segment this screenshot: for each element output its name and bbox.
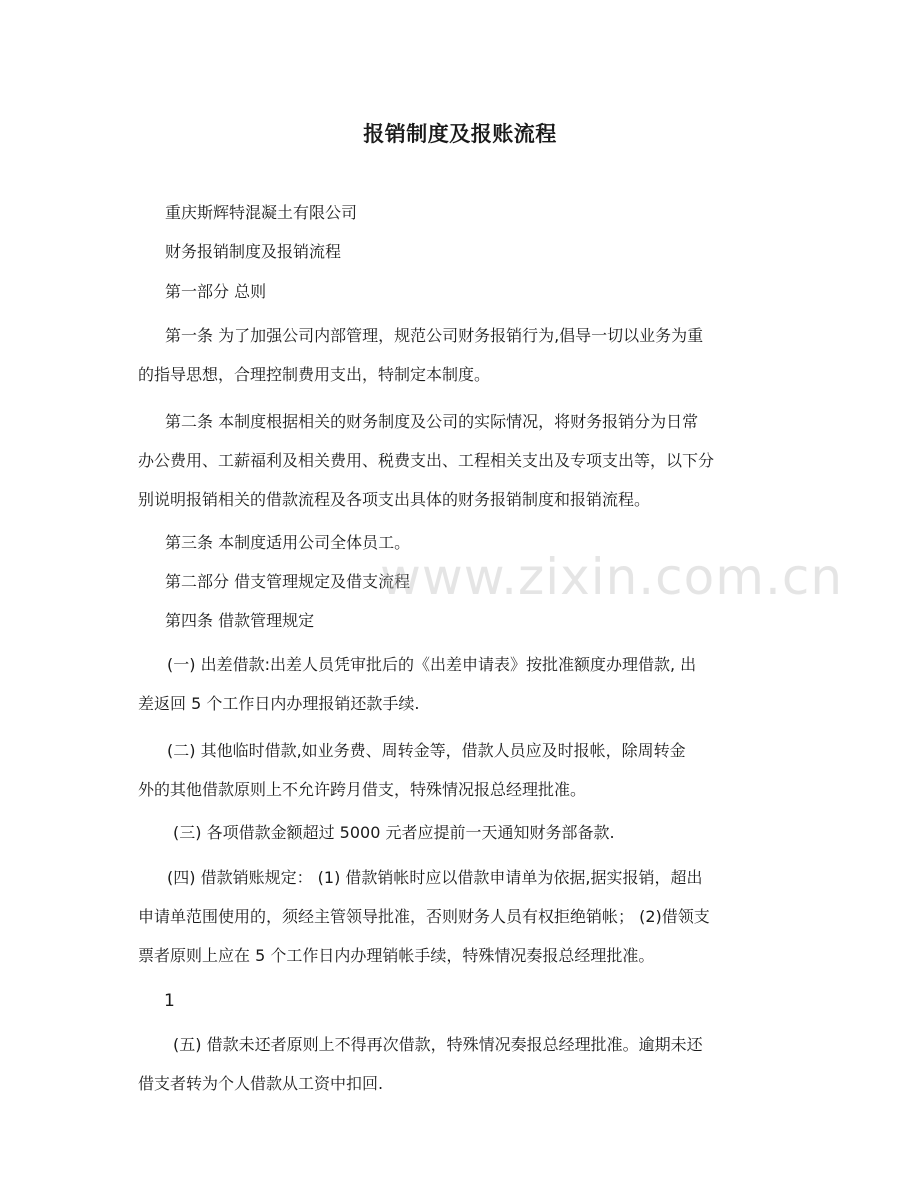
- document-title: 报销制度及报账流程: [363, 122, 557, 146]
- article-two-line-3: 别说明报销相关的借款流程及各项支出具体的财务报销制度和报销流程。: [138, 490, 651, 509]
- part-one-heading: 第一部分 总则: [165, 282, 267, 301]
- clause-one-line-2: 差返回 5 个工作日内办理报销还款手续.: [138, 694, 420, 713]
- part-two-heading: 第二部分 借支管理规定及借支流程: [165, 572, 411, 591]
- watermark: www.zixin.com.cn: [380, 548, 844, 606]
- clause-four-line-2: 申请单范围使用的，须经主管领导批准，否则财务人员有权拒绝销帐； (2)借领支: [138, 907, 710, 926]
- clause-five-line-1: (五) 借款未还者原则上不得再次借款，特殊情况奏报总经理批准。逾期未还: [173, 1035, 703, 1054]
- company-name-line: 重庆斯辉特混凝土有限公司: [165, 203, 358, 222]
- article-one-line-1: 第一条 为了加强公司内部管理，规范公司财务报销行为,倡导一切以业务为重: [165, 326, 704, 345]
- clause-one-line-1: (一) 出差借款:出差人员凭审批后的《出差申请表》按批准额度办理借款, 出: [167, 655, 697, 674]
- article-three-line: 第三条 本制度适用公司全体员工。: [165, 533, 411, 552]
- subtitle-line: 财务报销制度及报销流程: [165, 242, 342, 261]
- clause-two-line-2: 外的其他借款原则上不允许跨月借支，特殊情况报总经理批准。: [138, 780, 587, 799]
- clause-five-line-2: 借支者转为个人借款从工资中扣回.: [138, 1074, 384, 1093]
- clause-four-line-1: (四) 借款销账规定： (1) 借款销帐时应以借款申请单为依据,据实报销，超出: [167, 868, 703, 887]
- page-number: 1: [164, 991, 175, 1011]
- clause-two-line-1: (二) 其他临时借款,如业务费、周转金等，借款人员应及时报帐，除周转金: [167, 741, 686, 760]
- article-four-heading: 第四条 借款管理规定: [165, 611, 315, 630]
- clause-three-line: (三) 各项借款金额超过 5000 元者应提前一天通知财务部备款.: [173, 823, 615, 842]
- clause-four-line-3: 票者原则上应在 5 个工作日内办理销帐手续，特殊情况奏报总经理批准。: [138, 946, 655, 965]
- article-two-line-2: 办公费用、工薪福利及相关费用、税费支出、工程相关支出及专项支出等，以下分: [138, 451, 715, 470]
- article-two-line-1: 第二条 本制度根据相关的财务制度及公司的实际情况，将财务报销分为日常: [165, 412, 699, 431]
- article-one-line-2: 的指导思想，合理控制费用支出，特制定本制度。: [138, 365, 491, 384]
